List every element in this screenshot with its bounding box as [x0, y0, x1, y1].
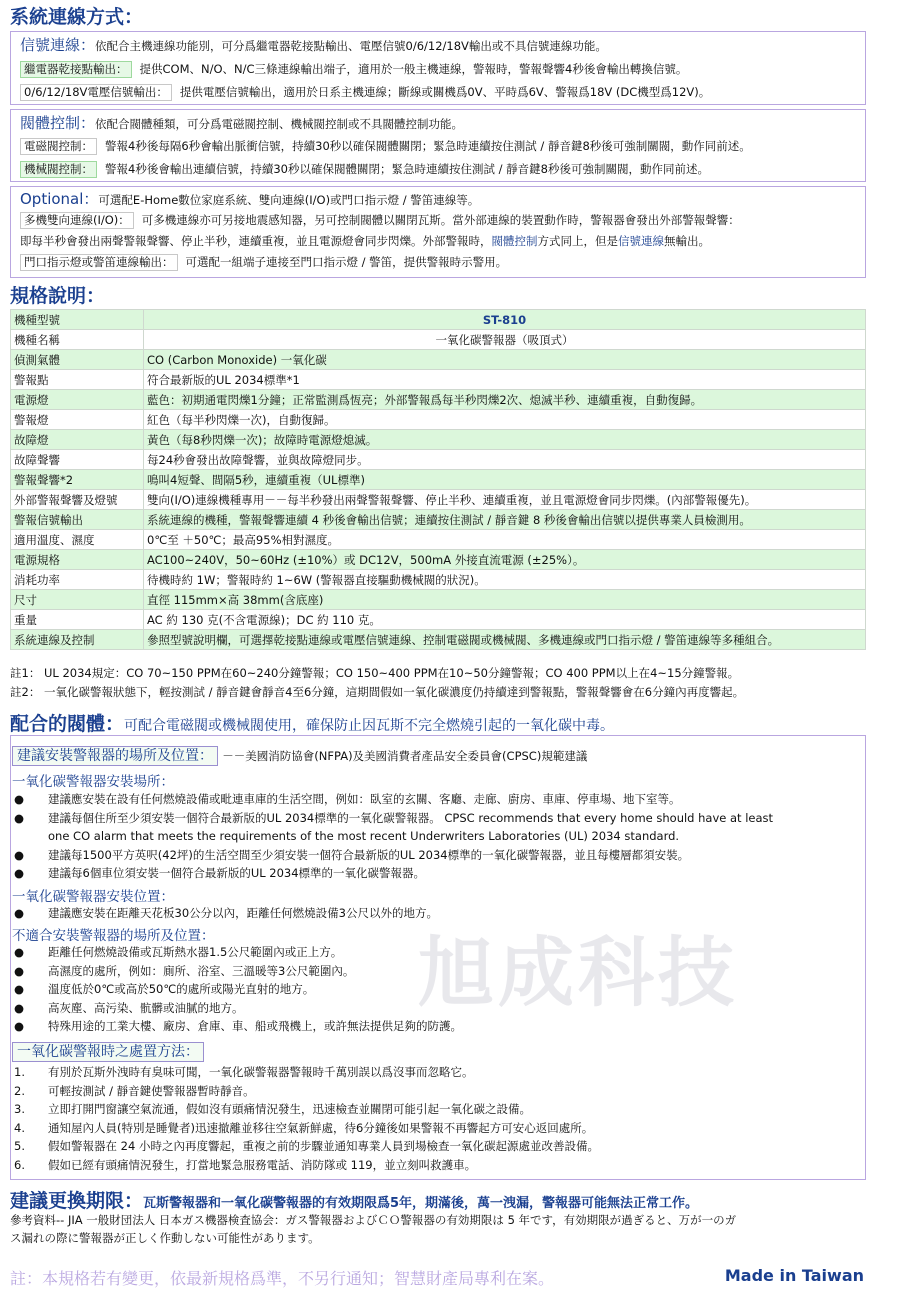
valve-desc: 依配合閥體種類，可分爲電磁閥控制、機械閥控制或不具閥體控制功能。: [95, 117, 464, 131]
replace-subtitle: 瓦斯警報器和一氧化碳警報器的有效期限爲5年，期滿後，萬一洩漏，警報器可能無法正常工作。: [143, 1196, 699, 1211]
io-tag: 多機雙向連線(I/O)：: [20, 212, 134, 229]
item-text: 可輕按測試 / 靜音鍵使警報器暫時靜音。: [48, 1083, 255, 1098]
reference-line-2: ス漏れの際に警報器が正しく作動しない可能性があります。: [10, 1231, 320, 1245]
replace-title: 建議更換期限：: [10, 1190, 144, 1212]
pos-title: 一氧化碳警報器安裝位置：: [12, 889, 174, 905]
optional-row3: [20, 254, 507, 271]
valve-row2: [20, 161, 709, 178]
item-text: 建議每1500平方英呎(42坪)的生活空間至少須安裝一個符合最新版的UL 2034標準的一氧化碳警報器，並且每樓層都須安裝。: [48, 847, 690, 862]
bullet-icon: ●: [14, 792, 25, 806]
spec-row: [11, 490, 866, 510]
spec-key: 外部警報聲響及燈號: [11, 490, 144, 510]
list-item: [14, 944, 342, 960]
spec-key: 機種名稱: [11, 330, 144, 350]
item-number: 6.: [14, 1157, 25, 1172]
bullet-icon: ●: [14, 847, 25, 862]
spec-value: AC100~240V，50~60Hz (±10%）或 DC12V，500mA 外接直流電源 (±25%）。: [144, 550, 866, 570]
optional-row1: [20, 212, 740, 229]
list-item: [14, 1157, 476, 1173]
install-title-line: [12, 745, 587, 765]
solenoid-tag: 電磁閥控制：: [20, 138, 97, 155]
spec-key: 機種型號: [11, 310, 144, 330]
section4-title-line: [10, 1186, 698, 1213]
spec-row: [11, 470, 866, 490]
bullet-icon: ●: [14, 810, 25, 825]
spec-value: 雙向(I/O)連線機種專用－－每半秒發出兩聲警報聲響、停止半秒、連續重複，並且電源燈會同步閃爍。(內部警報優先)。: [144, 490, 866, 510]
spec-row: [11, 390, 866, 410]
bullet-icon: ●: [14, 963, 25, 978]
handle-title: 一氧化碳警報時之處置方法：: [12, 1042, 204, 1062]
mechanical-tag: 機械閥控制：: [20, 161, 97, 178]
spec-value: 鳴叫4短聲、間隔5秒，連續重複（UL標準): [144, 470, 866, 490]
reference-line-1: 參考資料-- JIA 一般財団法人 日本ガス機器検査協会：ガス警報器およびＣＯ警報器の有効期限は 5 年です，有効期限が過ぎると、万が一のガ: [10, 1213, 737, 1227]
spec-key: 尺寸: [11, 590, 144, 610]
install-title: 建議安裝警報器的場所及位置：: [12, 746, 218, 766]
item-number: 3.: [14, 1102, 25, 1116]
spec-value: 一氧化碳警報器（吸頂式）: [144, 330, 866, 350]
relay-output-tag: 繼電器乾接點輸出：: [20, 61, 132, 78]
spec-row: [11, 370, 866, 390]
spec-key: 電源規格: [11, 550, 144, 570]
signal-row1: [20, 61, 687, 78]
io-text-cont-a: 即每半秒會發出兩聲警報聲響、停止半秒，連續重複，並且電源燈會同步閃爍。外部警報時，: [20, 234, 492, 248]
note-2: 註2： 一氧化碳警報狀態下，輕按測試 / 靜音鍵會靜音4至6分鐘，這期間假如一氧化碳濃度仍持續達到警報點，警報聲響會在6分鐘內再度響起。: [10, 685, 745, 699]
spec-key: 故障聲響: [11, 450, 144, 470]
spec-key: 偵測氣體: [11, 350, 144, 370]
spec-value: 符合最新版的UL 2034標準*1: [144, 370, 866, 390]
spec-value: 0℃至 ＋50℃；最高95%相對濕度。: [144, 530, 866, 550]
list-item: [14, 1064, 474, 1080]
spec-value: 每24秒會發出故障聲響，並與故障燈同步。: [144, 450, 866, 470]
spec-value: 紅色（每半秒閃爍一次)，自動復歸。: [144, 410, 866, 430]
io-text-cont-e: 無輸出。: [664, 234, 710, 248]
spec-key: 故障燈: [11, 430, 144, 450]
item-number: 1.: [14, 1065, 25, 1079]
spec-key: 警報點: [11, 370, 144, 390]
spec-key: 系統連線及控制: [11, 630, 144, 650]
spec-row: [11, 590, 866, 610]
spec-value: 直徑 115mm×高 38mm(含底座): [144, 590, 866, 610]
place-title: 一氧化碳警報器安裝場所：: [12, 774, 174, 790]
item-text: 建議應安裝在設有任何燃燒設備或毗連車庫的生活空間，例如：臥室的玄關、客廳、走廊、廚房、車庫、停車場、地下室等。: [48, 792, 681, 806]
item-text: 建議每個住所至少須安裝一個符合最新版的UL 2034標準的一氧化碳警報器。 CPSC recommends that every home should have at least: [48, 810, 774, 825]
valve-row1: [20, 138, 751, 155]
spec-row: [11, 310, 866, 330]
item-text: 溫度低於0℃或高於50℃的處所或陽光直射的地方。: [48, 982, 315, 996]
list-item: [14, 810, 773, 826]
list-item: [14, 1018, 462, 1034]
mechanical-text: 警報4秒後會輸出連續信號，持續30秒以確保閥體關閉；緊急時連續按住測試 / 靜音鍵8秒後可強制關閥，動作同前述。: [105, 162, 709, 176]
spec-key: 適用溫度、濕度: [11, 530, 144, 550]
list-item: [14, 1138, 599, 1154]
item-text: 距離任何燃燒設備或瓦斯熱水器1.5公尺範圍內或正上方。: [48, 945, 343, 959]
valve-label: 閥體控制：: [20, 114, 96, 132]
list-item: [14, 905, 438, 921]
signal-row2: [20, 84, 710, 101]
list-item: [14, 1000, 244, 1016]
section1-title: 系統連線方式：: [10, 6, 144, 28]
spec-key: 消耗功率: [11, 570, 144, 590]
item-text: 建議每6個車位須安裝一個符合最新版的UL 2034標準的一氧化碳警報器。: [48, 866, 426, 880]
bullet-icon: ●: [14, 982, 25, 996]
spec-row: [11, 330, 866, 350]
signal-label: 信號連線：: [20, 36, 96, 54]
io-text: 可多機連線亦可另接地震感知器，另可控制閥體以關閉瓦斯。當外部連線的裝置動作時，警報器會發出外部警報聲響：: [141, 213, 740, 227]
made-in-taiwan: Made in Taiwan: [724, 1266, 864, 1285]
list-item: [14, 1101, 531, 1117]
item-number: 2.: [14, 1083, 25, 1098]
io-signal-link: 信號連線: [618, 234, 664, 248]
spec-value: 參照型號說明欄，可選擇乾接點連線或電壓信號連線、控制電磁閥或機械閥、多機連線或門口指示燈 / 警笛連線等多種組合。: [144, 630, 866, 650]
item-text: 高濕度的處所，例如：廁所、浴室、三溫暖等3公尺範圍內。: [48, 963, 355, 978]
spec-value: ST-810: [144, 310, 866, 330]
bullet-icon: ●: [14, 1000, 25, 1015]
spec-row: [11, 550, 866, 570]
door-light-tag: 門口指示燈或警笛連線輸出：: [20, 254, 178, 271]
io-valve-link: 閥體控制: [491, 234, 538, 248]
signal-desc: 依配合主機連線功能別，可分爲繼電器乾接點輸出、電壓信號0/6/12/18V輸出或不具信號連線功能。: [95, 39, 607, 53]
item-text: 高灰塵、高污染、骯髒或油膩的地方。: [48, 1000, 244, 1015]
spec-value: 系統連線的機種，警報聲響連續 4 秒後會輸出信號；連續按住測試 / 靜音鍵 8 秒後會輸出信號以提供專業人員檢測用。: [144, 510, 866, 530]
solenoid-text: 警報4秒後每隔6秒會輸出脈衝信號，持續30秒以確保閥體關閉；緊急時連續按住測試 / 靜音鍵8秒後可強制關閥，動作同前述。: [105, 139, 751, 153]
item-text: 有別於瓦斯外洩時有臭味可聞，一氧化碳警報器警報時千萬別誤以爲沒事而忽略它。: [48, 1065, 474, 1079]
spec-row: [11, 570, 866, 590]
watermark: 旭成科技: [418, 928, 738, 1017]
signal-desc-line: [20, 37, 607, 54]
spec-row: [11, 450, 866, 470]
spec-key: 重量: [11, 610, 144, 630]
section2-title: 規格說明：: [10, 285, 106, 307]
io-text-cont-c: 方式同上，但是: [537, 234, 618, 248]
bad-title: 不適合安裝警報器的場所及位置：: [12, 928, 215, 944]
spec-value: 藍色：初期通電閃爍1分鐘；正常監測爲恆亮；外部警報爲每半秒閃爍2次、熄滅半秒、連續重複，自動復歸。: [144, 390, 866, 410]
item-text: 通知屋內人員(特別是睡覺者)迅速撤離並移往空氣新鮮處，待6分鐘後如果警報不再響起方可安心返回處所。: [48, 1120, 594, 1135]
bullet-icon: ●: [14, 1019, 25, 1033]
spec-value: CO (Carbon Monoxide) 一氧化碳: [144, 350, 866, 370]
relay-output-text: 提供COM、N/O、N/C三條連線輸出端子，適用於一般主機連線，警報時，警報聲響4秒後會輸出轉換信號。: [139, 62, 688, 76]
list-item: [14, 1083, 255, 1099]
spec-value: 待機時約 1W；警報時約 1~6W (警報器直接驅動機械閥的狀況)。: [144, 570, 866, 590]
item-text: 特殊用途的工業大樓、廠房、倉庫、車、船或飛機上，或許無法提供足夠的防護。: [48, 1019, 462, 1033]
list-item: [14, 847, 689, 863]
list-item: [14, 791, 681, 807]
list-item: [14, 1120, 593, 1136]
spec-table: [10, 309, 866, 650]
footer-note: 註：本規格若有變更，依最新規格爲準，不另行通知；智慧財產局專利在案。: [10, 1269, 555, 1288]
spec-row: [11, 350, 866, 370]
spec-key: 警報信號輸出: [11, 510, 144, 530]
spec-value: 黃色（每8秒閃爍一次)；故障時電源燈熄滅。: [144, 430, 866, 450]
item-text: 假如已經有頭痛情況發生，打當地緊急服務電話、消防隊或 119，並立刻叫救護車。: [48, 1157, 477, 1172]
spec-row: [11, 430, 866, 450]
item-text: 立即打開門窗讓空氣流通，假如沒有頭痛情況發生，迅速檢查並關閉可能引起一氧化碳之設備。: [48, 1102, 531, 1116]
spec-row: [11, 630, 866, 650]
item-text: 建議應安裝在距離天花板30公分以內，距離任何燃燒設備3公尺以外的地方。: [48, 906, 438, 920]
spec-value: AC 約 130 克(不含電源線)；DC 約 110 克。: [144, 610, 866, 630]
optional-desc: 可選配E-Home數位家庭系統、雙向連線(I/O)或門口指示燈 / 警笛連線等。: [98, 193, 480, 207]
section3-title: [10, 709, 614, 736]
valve-desc-line: [20, 115, 463, 132]
optional-desc-line: [20, 191, 479, 208]
bullet-icon: ●: [14, 945, 25, 959]
voltage-output-tag: 0/6/12/18V電壓信號輸出：: [20, 84, 172, 101]
bullet-icon: ●: [14, 906, 25, 920]
door-light-text: 可選配一組端子連接至門口指示燈 / 警笛，提供警報時示警用。: [185, 255, 508, 269]
spec-row: [11, 610, 866, 630]
optional-row2: [20, 233, 710, 249]
list-item: [14, 963, 354, 979]
spec-key: 電源燈: [11, 390, 144, 410]
valve-section-subtitle: 可配合電磁閥或機械閥使用，確保防止因瓦斯不完全燃燒引起的一氧化碳中毒。: [124, 718, 615, 734]
voltage-output-text: 提供電壓信號輸出，適用於日系主機連線；斷線或關機爲0V、平時爲6V、警報爲18V (DC機型爲12V)。: [179, 85, 711, 99]
spec-row: [11, 410, 866, 430]
list-item: [14, 865, 425, 881]
spec-row: [11, 510, 866, 530]
spec-row: [11, 530, 866, 550]
optional-label: Optional：: [20, 190, 99, 208]
note-1: 註1： UL 2034規定：CO 70~150 PPM在60~240分鐘警報；CO 150~400 PPM在10~50分鐘警報；CO 400 PPM以上在4~15分鐘警報。: [10, 666, 740, 680]
install-note: －－美國消防協會(NFPA)及美國消費者產品安全委員會(CPSC)規範建議: [222, 749, 588, 763]
spec-key: 警報燈: [11, 410, 144, 430]
list-item: [14, 981, 314, 997]
spec-key: 警報聲響*2: [11, 470, 144, 490]
item-text-continuation: one CO alarm that meets the requirements of the most recent Underwriters Laboratories (UL) 2034 standard.: [48, 829, 680, 843]
item-number: 5.: [14, 1139, 25, 1153]
bullet-icon: ●: [14, 866, 25, 880]
handle-title-line: [12, 1041, 204, 1061]
item-text: 假如警報器在 24 小時之內再度響起，重複之前的步驟並通知專業人員到場檢查一氧化碳起源處並改善設備。: [48, 1139, 599, 1153]
valve-section-title: 配合的閥體：: [10, 713, 125, 735]
item-number: 4.: [14, 1120, 25, 1135]
